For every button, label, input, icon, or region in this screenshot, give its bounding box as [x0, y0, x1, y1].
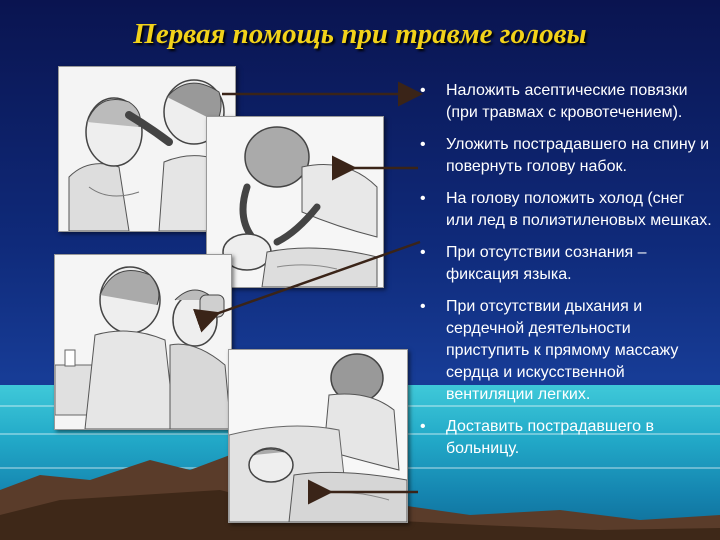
bullet-item — [416, 296, 712, 406]
photo-cold-compress — [54, 254, 232, 430]
bullet-dot: • — [420, 190, 426, 207]
bullet-item — [416, 416, 712, 460]
bullet-dot: • — [420, 298, 426, 315]
bullet-item — [416, 242, 712, 286]
bullet-text: Наложить асептические повязки (при травмах с кровотечением). — [446, 82, 688, 121]
bullet-text: При отсутствии сознания – фиксация языка. — [446, 244, 647, 283]
bullet-item — [416, 134, 712, 178]
bullet-text: Доставить пострадавшего в больницу. — [446, 418, 654, 457]
turning-head-illustration — [207, 117, 383, 287]
bullet-dot: • — [420, 82, 426, 99]
bullet-dot: • — [420, 418, 426, 435]
cold-compress-illustration — [55, 255, 231, 429]
bullet-dot: • — [420, 136, 426, 153]
tongue-fixation-illustration — [229, 350, 407, 522]
bullet-item — [416, 188, 712, 232]
bullet-text: На голову положить холод (снег или лед в полиэтиленовых мешках. — [446, 190, 712, 229]
slide-title: Первая помощь при травме головы — [133, 18, 587, 50]
bullet-item — [416, 80, 712, 124]
photo-tongue-fixation — [228, 349, 408, 523]
bullet-text: При отсутствии дыхания и сердечной деятельности приступить к прямому массажу сердца и искусственной вентиляции легких. — [446, 298, 679, 403]
photo-turning-head — [206, 116, 384, 288]
bullet-list — [416, 80, 712, 470]
bullet-text: Уложить пострадавшего на спину и повернуть голову набок. — [446, 136, 710, 175]
bullet-dot: • — [420, 244, 426, 261]
